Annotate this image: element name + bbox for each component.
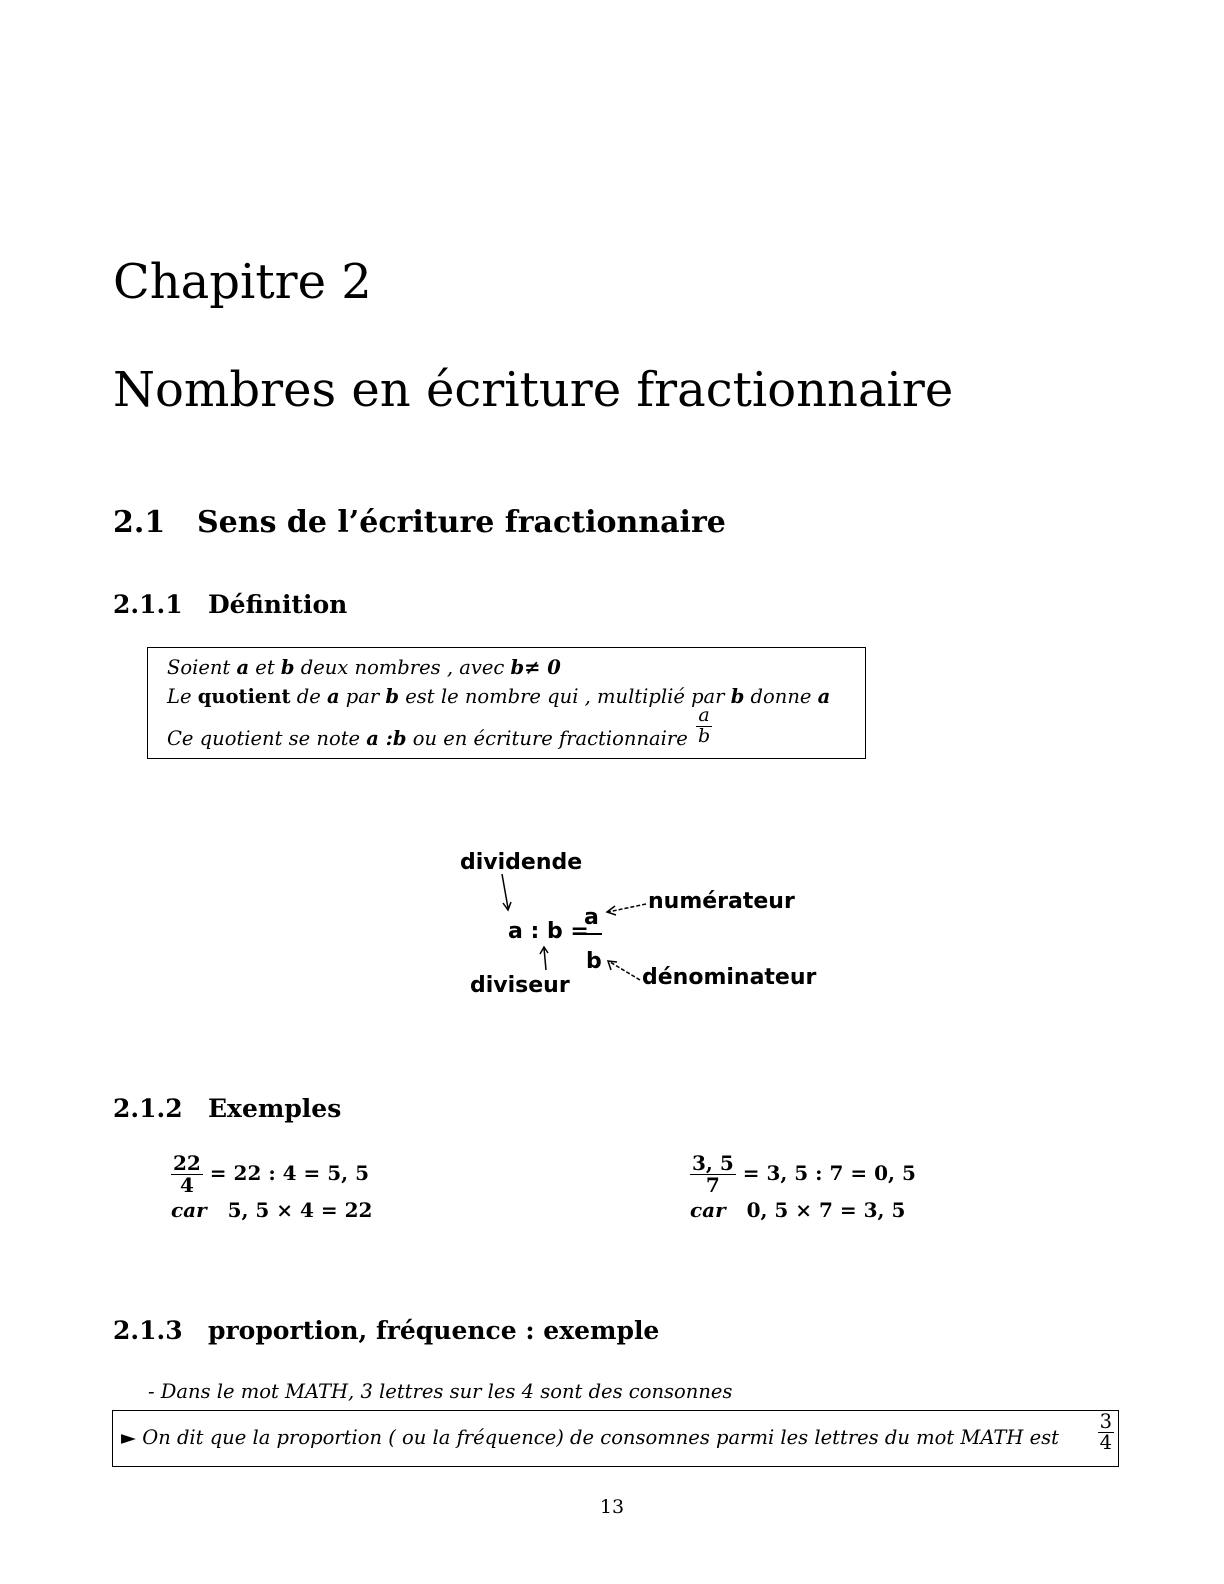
term-quotient: quotient xyxy=(197,685,291,708)
condition: b≠ 0 xyxy=(510,656,561,679)
proportion-statement: On dit que la proportion ( ou la fréquence) de consomnes parmi les lettres du mot MATH est xyxy=(142,1426,1059,1449)
var-b: b xyxy=(280,656,295,679)
example-check: 5, 5 × 4 = 22 xyxy=(227,1198,373,1222)
example-fraction xyxy=(171,1153,203,1196)
text: Le xyxy=(167,685,198,708)
subsection-title: Exemples xyxy=(208,1094,342,1123)
arrow-numerateur xyxy=(608,904,646,912)
subsection-number: 2.1.2 xyxy=(113,1094,183,1123)
text: deux nombres , avec xyxy=(294,656,511,679)
proportion-box xyxy=(112,1410,1119,1467)
proportion-intro: - Dans le mot MATH, 3 lettres sur les 4 sont des consonnes xyxy=(148,1380,733,1403)
arrow-denominateur xyxy=(610,962,640,980)
numerator: 3, 5 xyxy=(692,1151,734,1175)
definition-line-1 xyxy=(167,656,561,679)
page-number: 13 xyxy=(599,1496,625,1518)
var-a: a xyxy=(326,685,340,708)
arrowhead xyxy=(608,961,617,970)
subsection-title: proportion, fréquence : exemple xyxy=(208,1316,660,1345)
subsection-heading-examples xyxy=(113,1096,341,1121)
subsection-number: 2.1.1 xyxy=(113,590,183,619)
fraction-diagram xyxy=(450,840,817,1010)
text: par xyxy=(339,685,386,708)
section-title: Sens de l’écriture fractionnaire xyxy=(197,505,726,540)
diagram-expression: a : b = xyxy=(508,919,589,944)
example-1 xyxy=(171,1153,372,1222)
example-2 xyxy=(690,1153,916,1222)
proportion-statement-line xyxy=(121,1426,1059,1449)
example-equation: = 22 : 4 = 5, 5 xyxy=(202,1161,370,1185)
diagram-denominator: b xyxy=(586,949,602,974)
example-check-line xyxy=(171,1198,372,1222)
text: Ce quotient se note xyxy=(167,726,367,750)
example-fraction xyxy=(690,1153,736,1196)
example-equation: = 3, 5 : 7 = 0, 5 xyxy=(735,1161,916,1185)
text: ou en écriture fractionnaire xyxy=(406,726,694,750)
definition-line-2 xyxy=(167,685,830,708)
definition-line-3 xyxy=(167,704,712,750)
denominator: 4 xyxy=(1099,1431,1112,1455)
example-car: car xyxy=(171,1198,207,1222)
label-dividende: dividende xyxy=(460,850,583,875)
numerator: 3 xyxy=(1099,1410,1112,1433)
subsection-heading-proportion xyxy=(113,1318,659,1343)
example-check-line xyxy=(690,1198,916,1222)
var-a: a xyxy=(817,685,831,708)
notation: a :b xyxy=(366,726,407,750)
label-denominateur: dénominateur xyxy=(642,965,817,990)
var-b: b xyxy=(385,685,400,708)
text: et xyxy=(249,656,281,679)
var-b: b xyxy=(730,685,745,708)
subsection-number: 2.1.3 xyxy=(113,1316,183,1345)
proportion-fraction xyxy=(1098,1412,1114,1454)
arrow-diviseur xyxy=(544,948,546,970)
fraction-a-over-b xyxy=(696,706,712,747)
example-check: 0, 5 × 7 = 3, 5 xyxy=(746,1198,906,1222)
diagram-numerator: a xyxy=(584,905,599,930)
var-a: a xyxy=(236,656,250,679)
section-number: 2.1 xyxy=(113,505,166,540)
arrow-dividende xyxy=(502,874,508,908)
label-numerateur: numérateur xyxy=(648,889,795,914)
text: de xyxy=(290,685,327,708)
text: donne xyxy=(744,685,818,708)
text: est le nombre qui , multiplié par xyxy=(399,685,731,708)
text: Soient xyxy=(167,656,237,679)
example-car: car xyxy=(690,1198,726,1222)
denominator: 7 xyxy=(690,1174,736,1196)
subsection-heading-definition xyxy=(113,592,347,617)
section-heading xyxy=(113,505,726,540)
numerator: 22 xyxy=(173,1151,201,1175)
numerator: a xyxy=(698,704,710,726)
denominator: 4 xyxy=(171,1174,203,1196)
chapter-label: Chapitre 2 xyxy=(113,254,372,310)
chapter-title: Nombres en écriture fractionnaire xyxy=(113,362,954,418)
definition-box xyxy=(147,647,866,759)
triangle-marker-icon: ► xyxy=(121,1426,136,1449)
denominator: b xyxy=(697,724,711,747)
subsection-title: Définition xyxy=(208,590,348,619)
label-diviseur: diviseur xyxy=(470,973,570,998)
